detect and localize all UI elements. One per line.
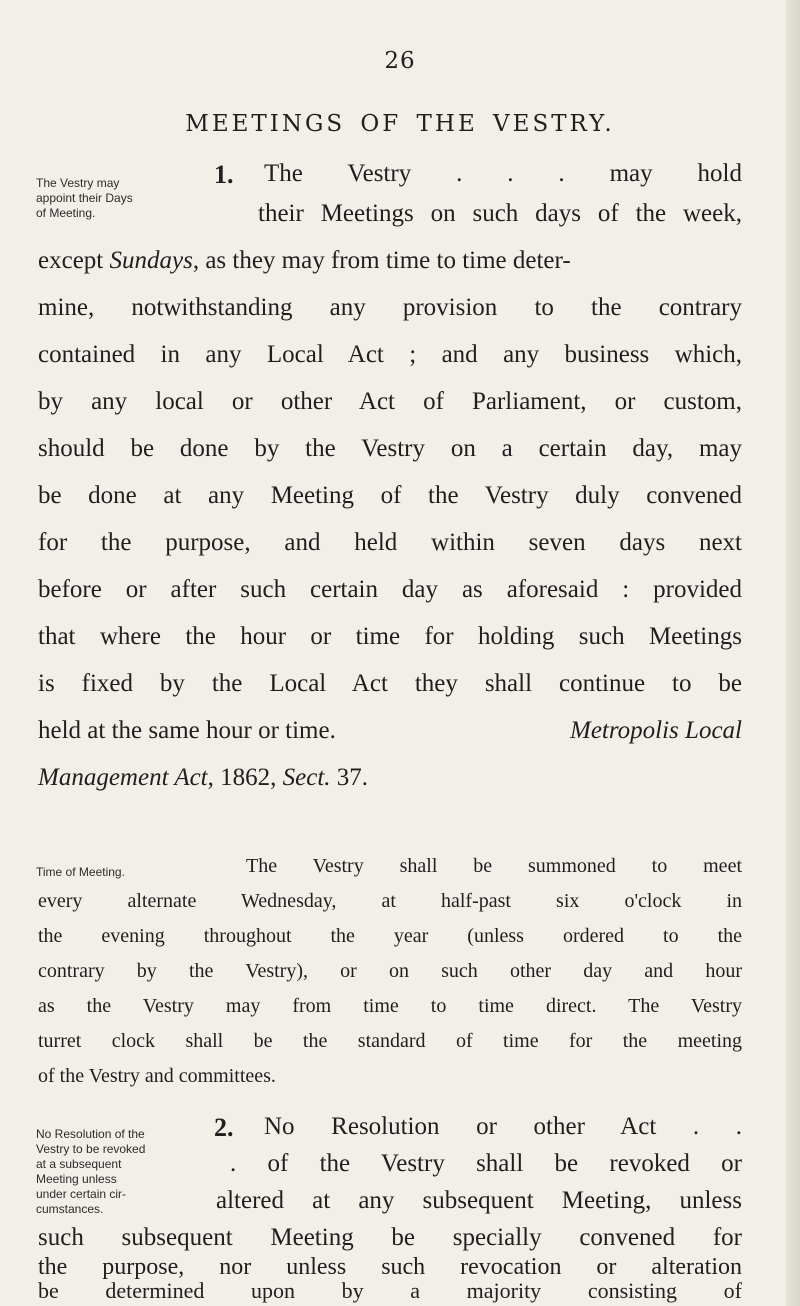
clause-1-line-9: for the purpose, and held within seven days next: [38, 529, 742, 556]
text-fragment: , as they may from time to time deter-: [192, 247, 571, 274]
clause-1-line-2: their Meetings on such days of the week,: [258, 200, 742, 227]
time-line-2: every alternate Wednesday, at half-past six o'clock in: [38, 890, 742, 912]
margin-note-line: Time of Meeting.: [36, 865, 125, 879]
clause-1-line-7: should be done by the Vestry on a certain day, may: [38, 435, 742, 462]
text-fragment: 37.: [330, 764, 369, 791]
page-number: 26: [384, 48, 416, 74]
clause-text: The Vestry . . . may hold: [264, 160, 742, 187]
margin-note-line: appoint their Days: [36, 191, 133, 205]
page-title: MEETINGS OF THE VESTRY.: [185, 111, 615, 137]
clause-1-line-3: [38, 247, 742, 275]
margin-note-line: Vestry to be revoked: [36, 1142, 146, 1156]
clause-1-line-8: be done at any Meeting of the Vestry duly convened: [38, 482, 742, 509]
italic-fragment: Management Act: [38, 764, 208, 791]
margin-note-no-resolution-revoked: [36, 1127, 145, 1217]
clause-2-line-3: altered at any subsequent Meeting, unless: [216, 1187, 742, 1214]
margin-note-line: The Vestry may: [36, 176, 120, 190]
text-fragment: held at the same hour or time.: [38, 717, 336, 744]
margin-note-line: cumstances.: [36, 1202, 104, 1216]
margin-note-line: under certain cir-: [36, 1187, 127, 1201]
clause-1-line-6: by any local or other Act of Parliament, or custom,: [38, 388, 742, 415]
margin-note-line: of Meeting.: [36, 206, 96, 220]
margin-note-line: Meeting unless: [36, 1172, 117, 1186]
clause-1-line-10: before or after such certain day as aforesaid : provided: [38, 576, 742, 603]
clause-1-line-12: is fixed by the Local Act they shall continue to be: [38, 670, 742, 697]
clause-2-line-1: [214, 1113, 742, 1143]
clause-1-line-5: contained in any Local Act ; and any business which,: [38, 341, 742, 368]
margin-note-line: at a subsequent: [36, 1157, 122, 1171]
page-edge-shadow: [786, 0, 800, 1306]
time-line-7: of the Vestry and committees.: [38, 1065, 276, 1087]
clause-2-line-6: be determined upon by a majority consisting of: [38, 1278, 742, 1303]
clause-1-line-4: mine, notwithstanding any provision to the contrary: [38, 294, 742, 321]
italic-fragment: Sundays: [109, 247, 193, 274]
margin-note-time-of-meeting: [36, 865, 125, 880]
clause-number: 1.: [214, 160, 234, 189]
time-line-5: as the Vestry may from time to time direct. The Vestry: [38, 995, 742, 1017]
time-line-4: contrary by the Vestry), or on such other day and hour: [38, 960, 742, 982]
clause-2-line-4: such subsequent Meeting be specially convened for: [38, 1224, 742, 1251]
clause-text: No Resolution or other Act . .: [264, 1113, 742, 1140]
italic-fragment: Metropolis Local: [570, 717, 742, 744]
clause-2-line-2: . of the Vestry shall be revoked or: [230, 1150, 742, 1177]
time-line-6: turret clock shall be the standard of time for the meeting: [38, 1030, 742, 1052]
time-line-3: the evening throughout the year (unless ordered to the: [38, 925, 742, 947]
margin-note-vestry-meeting-days: [36, 176, 133, 221]
clause-1-line-1: [214, 160, 742, 190]
clause-1-line-14: [38, 764, 742, 792]
margin-note-line: No Resolution of the: [36, 1127, 145, 1141]
clause-number: 2.: [214, 1113, 234, 1142]
clause-2-line-5: the purpose, nor unless such revocation or alteration: [38, 1254, 742, 1280]
text-fragment: except: [38, 247, 104, 274]
clause-1-line-11: that where the hour or time for holding such Meetings: [38, 623, 742, 650]
text-fragment: , 1862,: [207, 764, 277, 791]
italic-fragment: Sect.: [282, 764, 331, 791]
time-line-1: The Vestry shall be summoned to meet: [246, 855, 742, 877]
clause-1-line-13: [38, 717, 742, 745]
